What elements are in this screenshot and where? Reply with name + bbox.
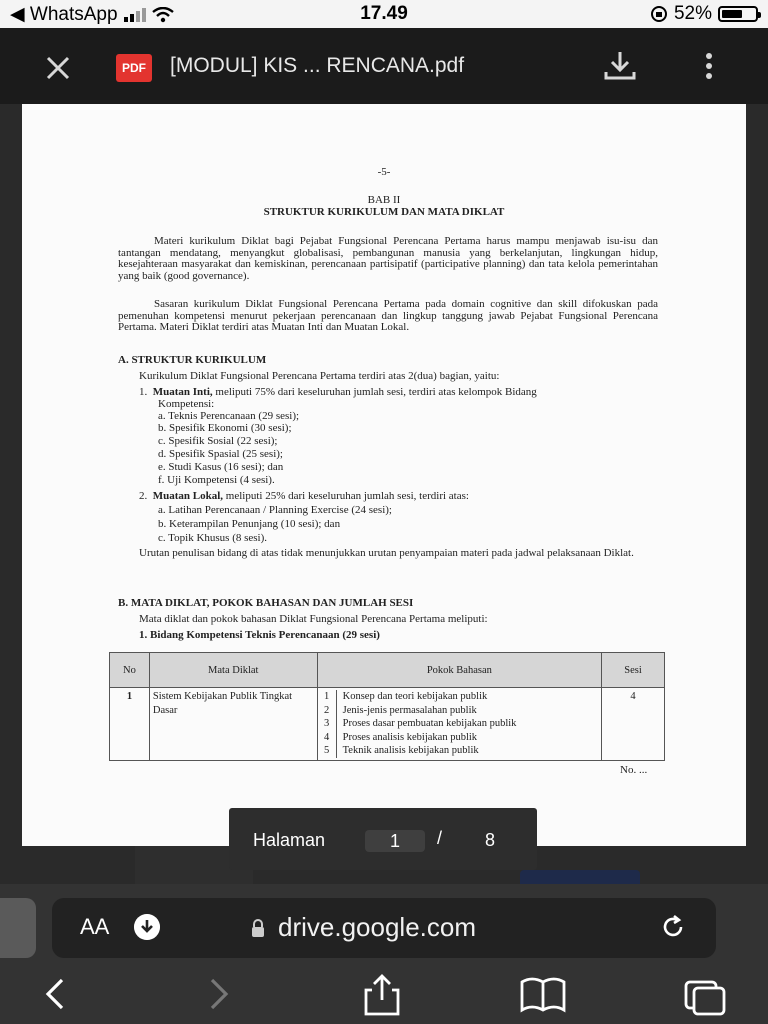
current-page-field[interactable]: 1 — [365, 830, 425, 852]
pokok-text: Jenis-jenis permasalahan publik — [342, 704, 477, 716]
back-icon[interactable] — [36, 970, 72, 1018]
previous-tab-peek[interactable] — [0, 898, 36, 958]
item-1-sub: d. Spesifik Spasial (25 sesi); — [158, 448, 283, 460]
table-row — [110, 688, 665, 761]
paragraph-2: Sasaran kurikulum Diklat Fungsional Perencana Pertama pada domain cognitive dan skill difokuskan pada pemenuhan kompetensi menurut pekerjaan perencanaan dan lingkup tanggung jawab Pejabat Fungsional Perencana Pertama. Materi Diklat terdiri atas Muatan Inti dan Muatan Lokal. — [118, 298, 658, 333]
downloads-icon[interactable] — [134, 914, 160, 940]
chapter-title: STRUKTUR KURIKULUM DAN MATA DIKLAT — [263, 206, 505, 218]
share-icon[interactable] — [360, 970, 404, 1018]
item-1-cont: Kompetensi: — [158, 398, 215, 410]
item-1-sub: a. Teknis Perencanaan (29 sesi); — [158, 410, 300, 422]
row-number: 1 — [110, 688, 150, 761]
item-1-text: meliputi 75% dari keseluruhan jumlah sesi, terdiri atas kelompok Bidang — [212, 386, 537, 398]
tabs-icon[interactable] — [680, 970, 728, 1018]
pokok-number: 4 — [318, 731, 337, 745]
back-app-label[interactable]: ◀ WhatsApp — [10, 4, 118, 25]
address-bar[interactable] — [52, 898, 716, 958]
page-number-text: -5- — [377, 166, 391, 178]
item-1-sub: c. Spesifik Sosial (22 sesi); — [158, 435, 278, 447]
table-header-row — [110, 653, 665, 688]
pokok-number: 3 — [318, 717, 337, 731]
lock-icon — [250, 918, 266, 938]
item-1-sub: b. Spesifik Ekonomi (30 sesi); — [158, 422, 292, 434]
pokok-text: Proses dasar pembuatan kebijakan publik — [342, 718, 517, 729]
clock: 17.49 — [360, 3, 408, 24]
total-pages: 8 — [485, 830, 496, 850]
more-options-icon[interactable] — [697, 48, 721, 84]
table-header-cell: Pokok Bahasan — [317, 653, 601, 688]
item-2-sub: a. Latihan Perencanaan / Planning Exercise (24 sesi); — [158, 504, 392, 516]
pokok-item — [318, 744, 601, 758]
orientation-lock-icon — [650, 5, 668, 23]
section-a-heading: A. STRUKTUR KURIKULUM — [118, 354, 267, 366]
table-header-cell: Sesi — [602, 653, 665, 688]
viewer-toolbar — [0, 28, 768, 104]
table-header-cell: Mata Diklat — [149, 653, 317, 688]
item-2-sub: c. Topik Khusus (8 sesi). — [158, 532, 268, 544]
chapter-label: BAB II — [367, 194, 401, 206]
mata-diklat-table — [109, 652, 665, 761]
pokok-number: 5 — [318, 744, 337, 758]
section-b-item: 1. Bidang Kompetensi Teknis Perencanaan (29 sesi) — [139, 629, 380, 641]
row-sesi: 4 — [602, 688, 665, 761]
note-text: Urutan penulisan bidang di atas tidak menunjukkan urutan penyampaian materi pada jadwal pelaksanaan Diklat. — [139, 547, 634, 559]
paragraph-1: Materi kurikulum Diklat bagi Pejabat Fungsional Perencana Pertama harus mampu menjawab isu-isu dan tantangan mendatang, menyangkut globalisasi, pembangunan manusia yang berkelanjutan, lingkungan hidup, kesejahteraan masyarakat dan kemiskinan, perencanaan partisipatif (participative planning) dan tata kelola pemerintahan yang baik (good governance). — [118, 235, 658, 282]
text-size-button[interactable]: AA — [80, 914, 110, 939]
item-1-sub: f. Uji Kompetensi (4 sesi). — [158, 474, 275, 486]
pokok-item — [318, 704, 601, 718]
row-mata-diklat: Sistem Kebijakan Publik Tingkat Dasar — [149, 688, 317, 761]
battery-percent: 52% — [673, 3, 712, 24]
continuation-note: No. ... — [620, 764, 648, 776]
page-separator: / — [437, 828, 443, 848]
pdf-page[interactable] — [22, 104, 746, 846]
item-1-sub: e. Studi Kasus (16 sesi); dan — [158, 461, 284, 473]
item-1: 1. Muatan Inti, meliputi 75% dari keseluruhan jumlah sesi, terdiri atas kelompok Bidang — [139, 386, 537, 398]
item-1-label: Muatan Inti, — [152, 386, 213, 398]
battery-icon — [718, 6, 758, 22]
row-pokok-bahasan — [317, 688, 601, 761]
document-title: [MODUL] KIS ... RENCANA.pdf — [170, 54, 465, 77]
forward-icon[interactable] — [202, 970, 238, 1018]
page-label: Halaman — [253, 830, 326, 850]
pokok-item — [318, 731, 601, 745]
pokok-text: Konsep dan teori kebijakan publik — [342, 691, 488, 702]
item-2-sub: b. Keterampilan Penunjang (10 sesi); dan — [158, 518, 341, 530]
download-icon[interactable] — [600, 48, 640, 84]
pokok-item — [318, 690, 601, 704]
pokok-number: 2 — [318, 704, 337, 718]
reload-icon[interactable] — [658, 912, 688, 942]
item-2-text: meliputi 25% dari keseluruhan jumlah sesi, terdiri atas: — [223, 490, 469, 502]
status-bar — [0, 0, 768, 28]
section-b-heading: B. MATA DIKLAT, POKOK BAHASAN DAN JUMLAH SESI — [118, 597, 414, 609]
close-icon[interactable] — [40, 50, 76, 86]
section-b-intro: Mata diklat dan pokok bahasan Diklat Fungsional Perencana Pertama meliputi: — [139, 613, 488, 625]
page-indicator — [229, 808, 537, 870]
url-host[interactable]: drive.google.com — [278, 912, 476, 942]
table-header-cell: No — [110, 653, 150, 688]
bookmarks-icon[interactable] — [518, 970, 568, 1018]
item-2-label: Muatan Lokal, — [152, 490, 224, 502]
pokok-text: Proses analisis kebijakan publik — [342, 731, 478, 743]
pokok-number: 1 — [318, 690, 337, 704]
pdf-file-icon: PDF — [116, 54, 152, 82]
item-2: 2. Muatan Lokal, meliputi 25% dari keseluruhan jumlah sesi, terdiri atas: — [139, 490, 469, 502]
pokok-text: Teknik analisis kebijakan publik — [342, 745, 479, 756]
pokok-item — [318, 717, 601, 731]
section-a-intro: Kurikulum Diklat Fungsional Perencana Pertama terdiri atas 2(dua) bagian, yaitu: — [139, 370, 500, 382]
